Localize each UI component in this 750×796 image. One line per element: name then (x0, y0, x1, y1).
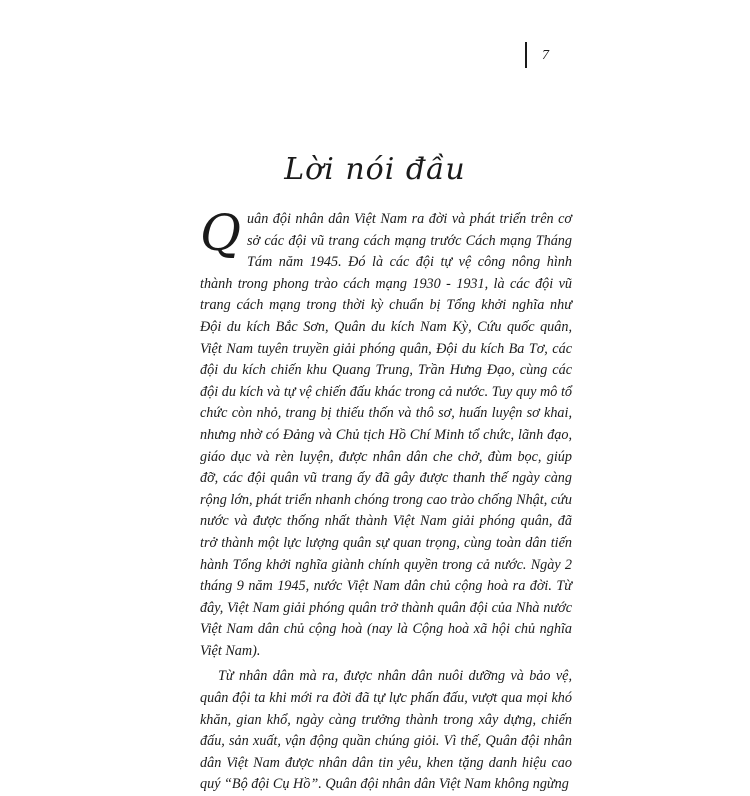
paragraph-1-text: uân đội nhân dân Việt Nam ra đời và phát triển trên cơ sở các đội vũ trang cách mạng trước Cách mạng Tháng Tám năm 1945. Đó là các đội tự vệ công nông hình thành trong phong trào cách mạng 1930 - 1931, là các đội vũ trang cách mạng trong thời kỳ chuẩn bị Tổng khởi nghĩa như Đội du kích Bắc Sơn, Quân du kích Nam Kỳ, Cứu quốc quân, Việt Nam tuyên truyền giải phóng quân, Đội du kích Ba Tơ, các đội du kích chiến khu Quang Trung, Trần Hưng Đạo, cùng các đội du kích và tự vệ chiến đấu khác trong cả nước. Tuy quy mô tổ chức còn nhỏ, trang bị thiếu thốn và thô sơ, huấn luyện sơ khai, nhưng nhờ có Đảng và Chủ tịch Hồ Chí Minh tổ chức, lãnh đạo, giáo dục và rèn luyện, được nhân dân che chở, đùm bọc, giúp đỡ, các đội quân vũ trang ấy đã gây được thanh thế ngày càng rộng lớn, phát triển nhanh chóng trong cao trào chống Nhật, cứu nước và được thống nhất thành Việt Nam giải phóng quân, đã trở thành một lực lượng quân sự quan trọng, cùng toàn dân tiến hành Tổng khởi nghĩa giành chính quyền trong cả nước. Ngày 2 tháng 9 năm 1945, nước Việt Nam dân chủ cộng hoà ra đời. Từ đây, Việt Nam giải phóng quân trở thành quân đội của Nhà nước Việt Nam dân chủ cộng hoà (nay là Cộng hoà xã hội chủ nghĩa Việt Nam). (200, 211, 572, 659)
paragraph-1 (200, 204, 572, 662)
chapter-title: Lời nói đầu (284, 152, 466, 187)
drop-cap: Q (200, 204, 241, 262)
paragraph-2: Từ nhân dân mà ra, được nhân dân nuôi dưỡng và bảo vệ, quân đội ta khi mới ra đời đã tự lực phấn đấu, vượt qua mọi khó khăn, gian khổ, ngày càng trưởng thành trong xây dựng, chiến đấu, sản xuất, vận động quần chúng giỏi. Vì thế, Quân đội nhân dân Việt Nam được nhân dân tin yêu, khen tặng danh hiệu cao quý “Bộ đội Cụ Hồ”. Quân đội nhân dân Việt Nam không ngừng (200, 668, 572, 793)
page-number: 7 (542, 48, 549, 63)
page-header (0, 42, 750, 72)
header-rule (525, 42, 527, 68)
body-text (200, 204, 572, 796)
